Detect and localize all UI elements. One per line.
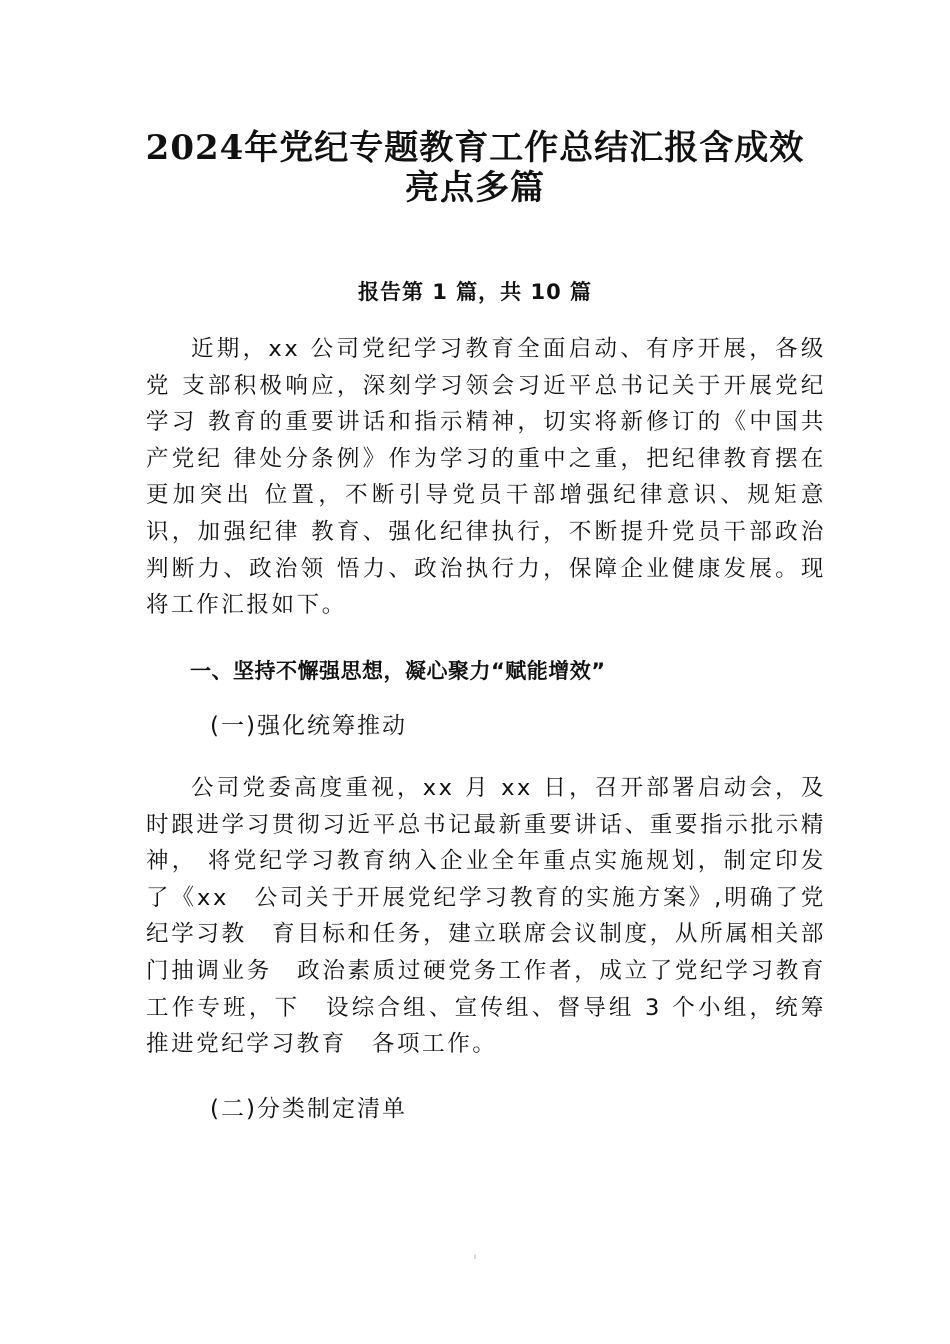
document-subtitle: 报告第 1 篇，共 10 篇 bbox=[357, 280, 593, 304]
intro-paragraph: 近期，xx 公司党纪学习教育全面启动、有序开展，各级党 支部积极响应，深刻学习领会习近平总书记关于开展党纪学习 教育的重要讲话和指示精神，切实将新修订的《中国共产党纪 律处分条例》作为学习的重中之重，把纪律教育摆在更加突出 位置，不断引导党员干部增强纪律意识、规矩意识，加强纪律 教育、强化纪律执行，不断提升党员干部政治判断力、政治领 悟力、政治执行力，保障企业健康发展。现将工作汇报如下。 bbox=[146, 336, 826, 619]
section-heading-1: 一、坚持不懈强思想，凝心聚力“赋能增效” bbox=[190, 659, 606, 683]
subsection-heading-1: (一)强化统筹推动 bbox=[210, 713, 407, 739]
subsection-heading-2: (二)分类制定清单 bbox=[210, 1096, 407, 1122]
body-paragraph-2: 公司党委高度重视，xx 月 xx 日，召开部署启动会，及时跟进学习贯彻习近平总书记最新重要讲话、重要指示批示精神， 将党纪学习教育纳入企业全年重点实施规划，制定印发了《xx 公司关于开展党纪学习教育的实施方案》,明确了党纪学习教 育目标和任务，建立联席会议制度，从所属相关部门抽调业务 政治素质过硬党务工作者，成立了党纪学习教育工作专班，下 设综合组、宣传组、督导组 3 个小组，统筹推进党纪学习教育 各项工作。 bbox=[146, 775, 826, 1058]
page-footer-mark: ı bbox=[473, 1252, 477, 1261]
document-title-line-2: 亮点多篇 bbox=[405, 168, 545, 208]
document-title-line-1: 2024年党纪专题教育工作总结汇报含成效 bbox=[145, 128, 805, 168]
